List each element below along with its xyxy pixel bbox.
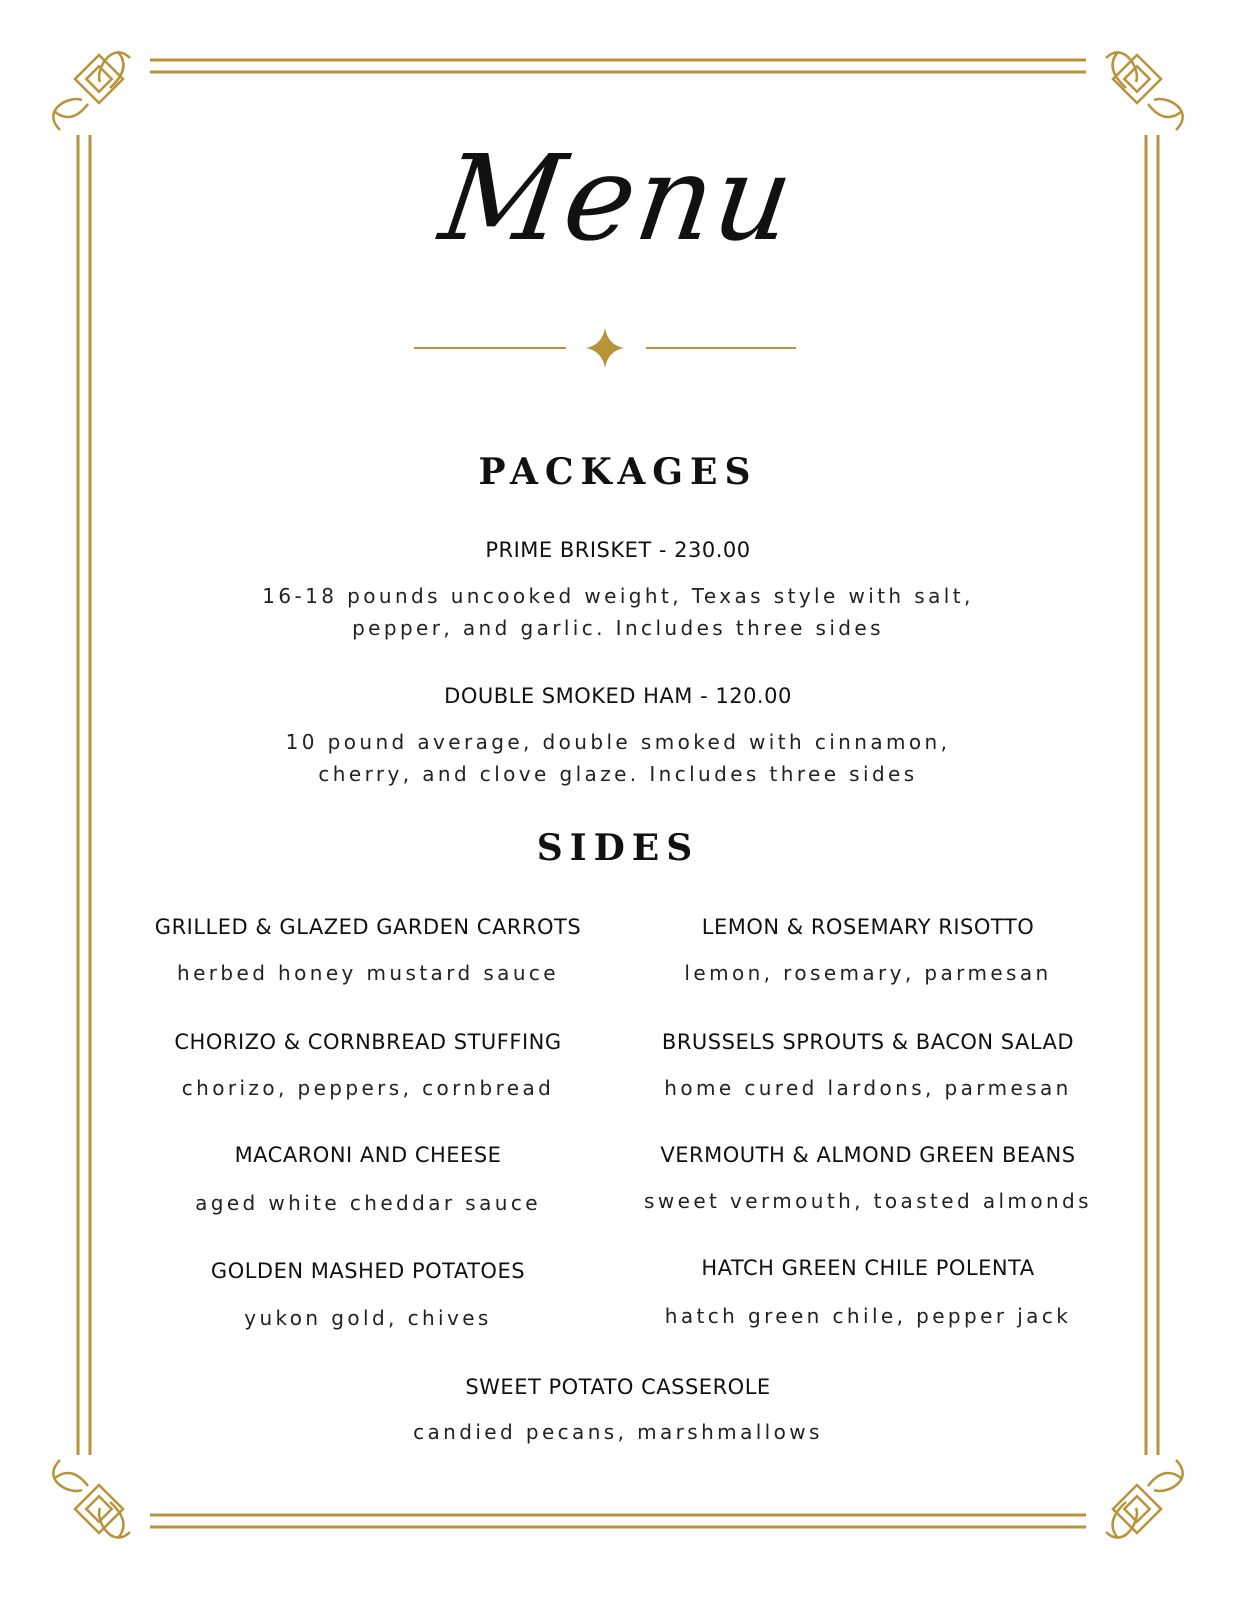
corner-ornament-bottom-right (1106, 1460, 1183, 1538)
package-name: DOUBLE SMOKED HAM - 120.00 (444, 684, 792, 708)
side-description: aged white cheddar sauce (195, 1191, 541, 1215)
corner-ornament-top-left (53, 52, 130, 130)
package-description: pepper, and garlic. Includes three sides (352, 616, 884, 640)
side-description: hatch green chile, pepper jack (664, 1304, 1072, 1328)
side-name: GOLDEN MASHED POTATOES (210, 1259, 526, 1283)
package-description: cherry, and clove glaze. Includes three sides (318, 762, 918, 786)
side-name: BRUSSELS SPROUTS & BACON SALAD (661, 1030, 1075, 1054)
corner-ornament-bottom-left (53, 1460, 130, 1538)
package-description: 16-18 pounds uncooked weight, Texas style with salt, (262, 584, 974, 608)
side-name: GRILLED & GLAZED GARDEN CARROTS (154, 915, 582, 939)
side-name: SWEET POTATO CASSEROLE (465, 1375, 771, 1399)
four-point-star-icon (586, 328, 624, 368)
side-description: herbed honey mustard sauce (177, 961, 559, 985)
side-name: LEMON & ROSEMARY RISOTTO (701, 915, 1035, 939)
sides-heading: SIDES (536, 827, 700, 869)
side-description: yukon gold, chives (244, 1306, 492, 1330)
corner-ornament-top-right (1106, 52, 1183, 130)
title-divider (414, 328, 796, 368)
side-description: home cured lardons, parmesan (664, 1076, 1072, 1100)
side-description: chorizo, peppers, cornbread (181, 1076, 555, 1100)
menu-title: Menu (432, 129, 804, 267)
side-name: VERMOUTH & ALMOND GREEN BEANS (660, 1143, 1076, 1167)
packages-heading: PACKAGES (478, 451, 758, 493)
side-description: lemon, rosemary, parmesan (684, 961, 1052, 985)
side-name: HATCH GREEN CHILE POLENTA (701, 1256, 1035, 1280)
side-name: MACARONI AND CHEESE (234, 1143, 502, 1167)
package-name: PRIME BRISKET - 230.00 (485, 538, 751, 562)
side-description: candied pecans, marshmallows (413, 1420, 823, 1444)
package-description: 10 pound average, double smoked with cinnamon, (285, 730, 951, 754)
side-name: CHORIZO & CORNBREAD STUFFING (174, 1030, 562, 1054)
side-description: sweet vermouth, toasted almonds (644, 1189, 1092, 1213)
